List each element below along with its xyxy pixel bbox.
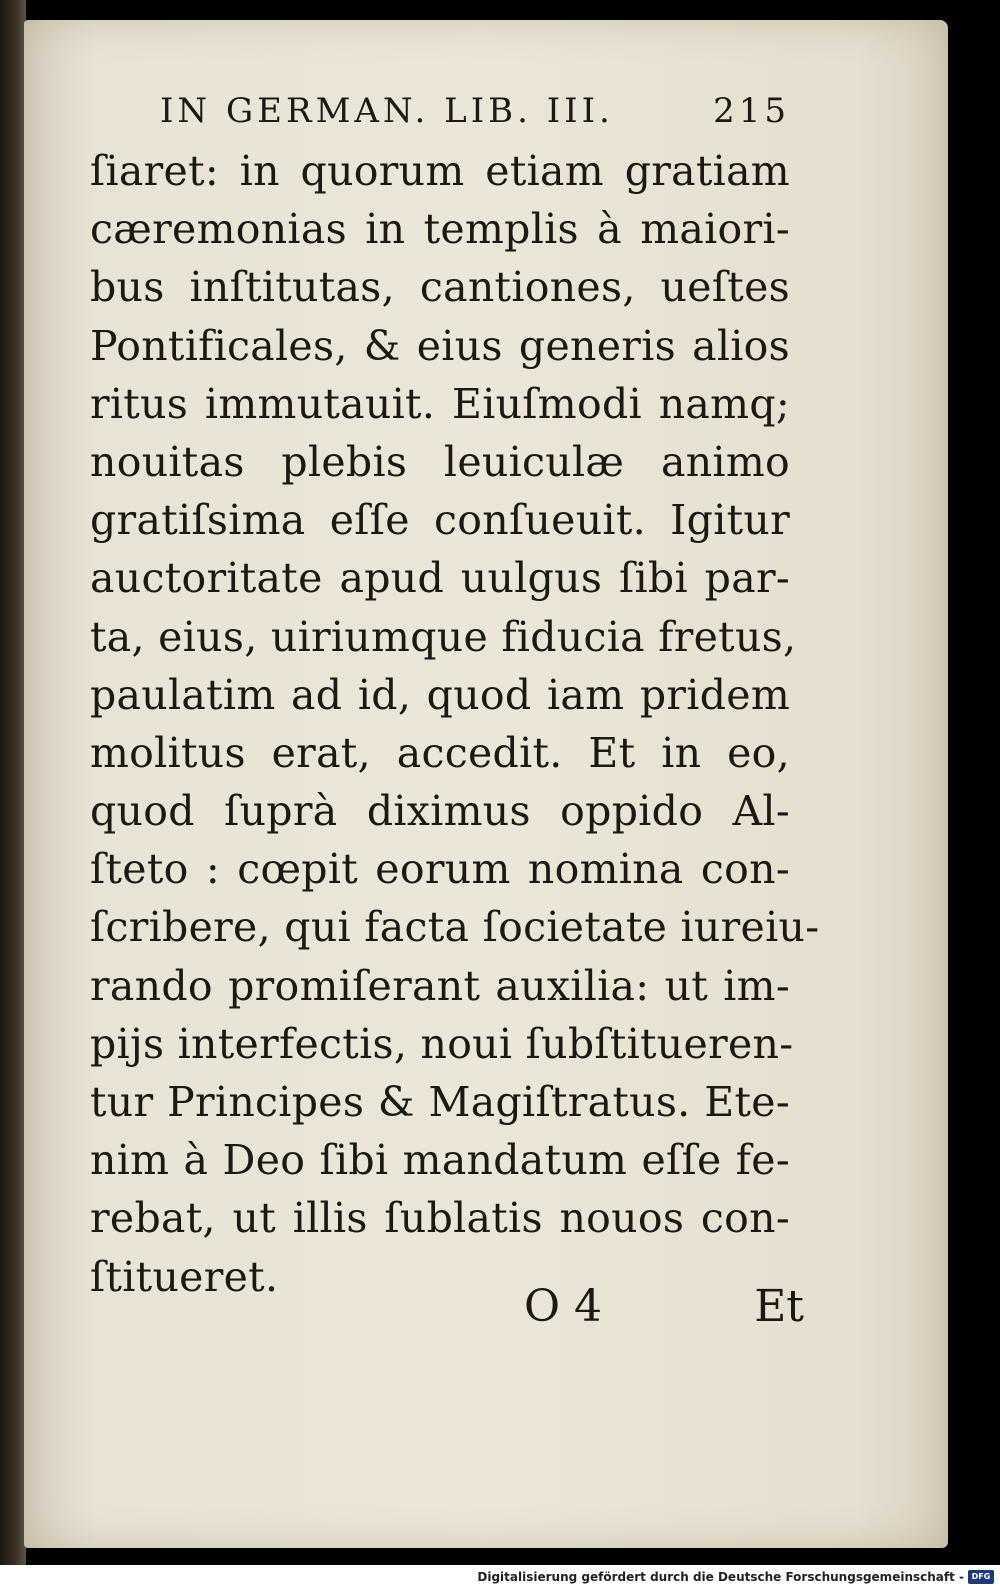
funding-credit: Digitalisierung gefördert durch die Deutsche Forschungsgemeinschaft - bbox=[477, 1570, 964, 1584]
text-line: pijs interfectis, noui ſubſtitueren- bbox=[90, 1019, 794, 1068]
catchword: Et bbox=[754, 1281, 804, 1332]
text-line: ta, eius, uiriumque fiducia fretus, bbox=[90, 612, 797, 661]
book-page bbox=[24, 20, 948, 1548]
text-line: bus inſtitutas, cantiones, ueſtes bbox=[90, 263, 790, 312]
text-line: ſteto : cœpit eorum nomina con- bbox=[90, 845, 790, 894]
running-head-title: IN GERMAN. LIB. III. bbox=[160, 91, 614, 131]
book-binding bbox=[0, 0, 26, 1565]
text-line: paulatim ad id, quod iam pridem bbox=[90, 670, 790, 719]
text-line: ſiaret: in quorum etiam gratiam bbox=[90, 147, 790, 195]
text-line: rebat, ut illis ſublatis nouos con- bbox=[90, 1194, 790, 1243]
text-line: nouitas plebis leuiculæ animo bbox=[90, 437, 790, 486]
text-line: Pontificales, & eius generis alios bbox=[90, 321, 790, 370]
text-line: ritus immutauit. Eiuſmodi namq; bbox=[90, 379, 790, 428]
text-line: ſtitueret. bbox=[90, 1252, 279, 1301]
dfg-logo-icon: DFG bbox=[968, 1570, 994, 1584]
text-line: rando promiſerant auxilia: ut im- bbox=[90, 961, 790, 1010]
text-line: molitus erat, accedit. Et in eo, bbox=[90, 728, 790, 777]
text-line: cæremonias in templis à maiori- bbox=[90, 205, 790, 254]
footer-bar bbox=[0, 1565, 1000, 1590]
catchline bbox=[464, 1278, 804, 1336]
text-block bbox=[90, 86, 820, 1306]
signature-mark: O 4 bbox=[524, 1281, 603, 1332]
text-line: ſcribere, qui facta ſocietate iureiu- bbox=[90, 903, 820, 952]
text-line: auctoritate apud uulgus ſibi par- bbox=[90, 554, 790, 603]
text-line: quod ſuprà diximus oppido Al- bbox=[90, 787, 790, 836]
running-head bbox=[90, 86, 790, 136]
text-line: tur Principes & Magiſtratus. Ete- bbox=[90, 1078, 790, 1126]
text-line: nim à Deo ſibi mandatum eſſe fe- bbox=[90, 1136, 790, 1185]
page-number: 215 bbox=[713, 91, 790, 131]
text-line: gratiſsima eſſe conſueuit. Igitur bbox=[90, 496, 790, 545]
